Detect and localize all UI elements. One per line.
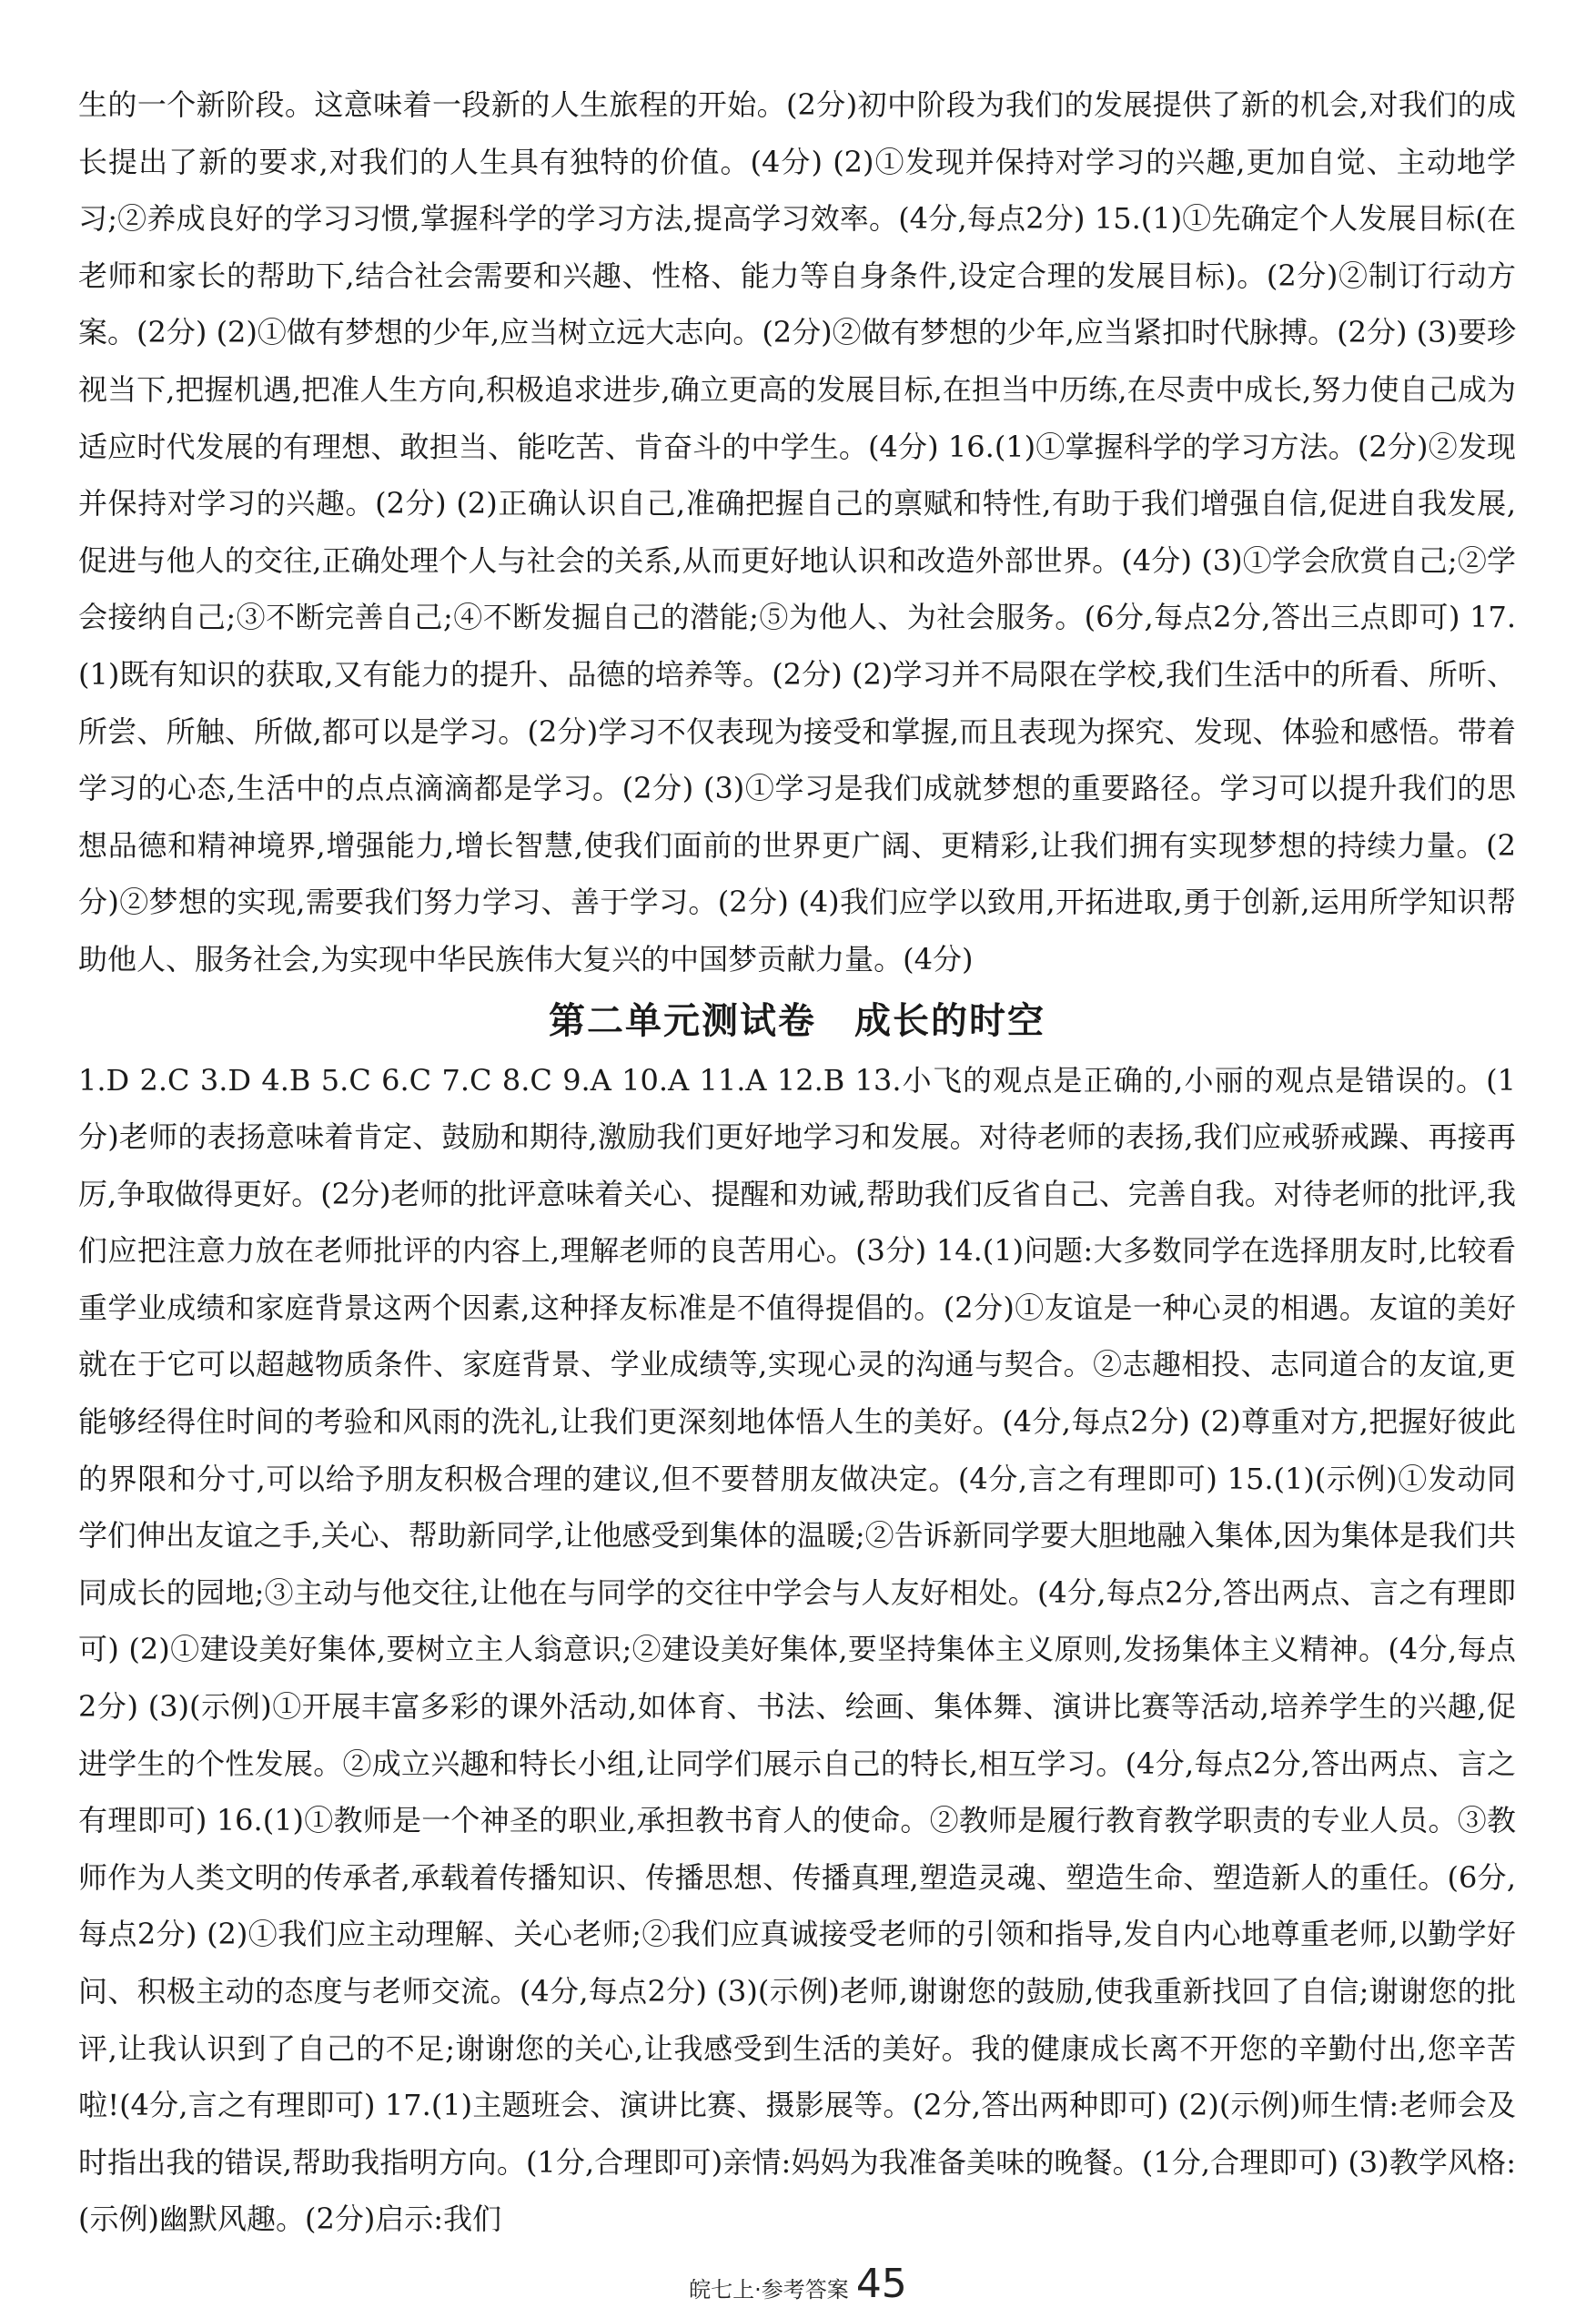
answer-page xyxy=(78,76,1516,2248)
answer-text-unit1: 生的一个新阶段。这意味着一段新的人生旅程的开始。(2分)初中阶段为我们的发展提供了新的机会,对我们的成长提出了新的要求,对我们的人生具有独特的价值。(4分) (2)①发现并保持对学习的兴趣,更加自觉、主动地学习;②养成良好的学习习惯,掌握科学的学习方法,提高学习效率。(4分,每点2分) 15.(1)①先确定个人发展目标(在老师和家长的帮助下,结合社会需要和兴趣、性格、能力等自身条件,设定合理的发展目标)。(2分)②制订行动方案。(2分) (2)①做有梦想的少年,应当树立远大志向。(2分)②做有梦想的少年,应当紧扣时代脉搏。(2分) (3)要珍视当下,把握机遇,把准人生方向,积极追求进步,确立更高的发展目标,在担当中历练,在尽责中成长,努力使自己成为适应时代发展的有理想、敢担当、能吃苦、肯奋斗的中学生。(4分) 16.(1)①掌握科学的学习方法。(2分)②发现并保持对学习的兴趣。(2分) (2)正确认识自己,准确把握自己的禀赋和特性,有助于我们增强自信,促进自我发展,促进与他人的交往,正确处理个人与社会的关系,从而更好地认识和改造外部世界。(4分) (3)①学会欣赏自己;②学会接纳自己;③不断完善自己;④不断发掘自己的潜能;⑤为他人、为社会服务。(6分,每点2分,答出三点即可) 17.(1)既有知识的获取,又有能力的提升、品德的培养等。(2分) (2)学习并不局限在学校,我们生活中的所看、所听、所尝、所触、所做,都可以是学习。(2分)学习不仅表现为接受和掌握,而且表现为探究、发现、体验和感悟。带着学习的心态,生活中的点点滴滴都是学习。(2分) (3)①学习是我们成就梦想的重要路径。学习可以提升我们的思想品德和精神境界,增强能力,增长智慧,使我们面前的世界更广阔、更精彩,让我们拥有实现梦想的持续力量。(2分)②梦想的实现,需要我们努力学习、善于学习。(2分) (4)我们应学以致用,开拓进取,勇于创新,运用所学知识帮助他人、服务社会,为实现中华民族伟大复兴的中国梦贡献力量。(4分) xyxy=(78,87,1516,977)
page-number: 45 xyxy=(855,2261,907,2307)
footer-label: 皖七上·参考答案 xyxy=(689,2277,849,2303)
answer-text-unit2: 1.D 2.C 3.D 4.B 5.C 6.C 7.C 8.C 9.A 10.A 11.A 12.B 13.小飞的观点是正确的,小丽的观点是错误的。(1分)老师的表扬意味着肯定、鼓励和期待,激励我们更好地学习和发展。对待老师的表扬,我们应戒骄戒躁、再接再厉,争取做得更好。(2分)老师的批评意味着关心、提醒和劝诫,帮助我们反省自己、完善自我。对待老师的批评,我们应把注意力放在老师批评的内容上,理解老师的良苦用心。(3分) 14.(1)问题:大多数同学在选择朋友时,比较看重学业成绩和家庭背景这两个因素,这种择友标准是不值得提倡的。(2分)①友谊是一种心灵的相遇。友谊的美好就在于它可以超越物质条件、家庭背景、学业成绩等,实现心灵的沟通与契合。②志趣相投、志同道合的友谊,更能够经得住时间的考验和风雨的洗礼,让我们更深刻地体悟人生的美好。(4分,每点2分) (2)尊重对方,把握好彼此的界限和分寸,可以给予朋友积极合理的建议,但不要替朋友做决定。(4分,言之有理即可) 15.(1)(示例)①发动同学们伸出友谊之手,关心、帮助新同学,让他感受到集体的温暖;②告诉新同学要大胆地融入集体,因为集体是我们共同成长的园地;③主动与他交往,让他在与同学的交往中学会与人友好相处。(4分,每点2分,答出两点、言之有理即可) (2)①建设美好集体,要树立主人翁意识;②建设美好集体,要坚持集体主义原则,发扬集体主义精神。(4分,每点2分) (3)(示例)①开展丰富多彩的课外活动,如体育、书法、绘画、集体舞、演讲比赛等活动,培养学生的兴趣,促进学生的个性发展。②成立兴趣和特长小组,让同学们展示自己的特长,相互学习。(4分,每点2分,答出两点、言之有理即可) 16.(1)①教师是一个神圣的职业,承担教书育人的使命。②教师是履行教育教学职责的专业人员。③教师作为人类文明的传承者,承载着传播知识、传播思想、传播真理,塑造灵魂、塑造生命、塑造新人的重任。(6分,每点2分) (2)①我们应主动理解、关心老师;②我们应真诚接受老师的引领和指导,发自内心地尊重老师,以勤学好问、积极主动的态度与老师交流。(4分,每点2分) (3)(示例)老师,谢谢您的鼓励,使我重新找回了自信;谢谢您的批评,让我认识到了自己的不足;谢谢您的关心,让我感受到生活的美好。我的健康成长离不开您的辛勤付出,您辛苦啦!(4分,言之有理即可) 17.(1)主题班会、演讲比赛、摄影展等。(2分,答出两种即可) (2)(示例)师生情:老师会及时指出我的错误,帮助我指明方向。(1分,合理即可)亲情:妈妈为我准备美味的晚餐。(1分,合理即可) (3)教学风格:(示例)幽默风趣。(2分)启示:我们 xyxy=(78,1062,1516,2237)
page-footer xyxy=(0,2261,1596,2307)
section-heading-unit2: 第二单元测试卷 成长的时空 xyxy=(549,999,1045,1042)
